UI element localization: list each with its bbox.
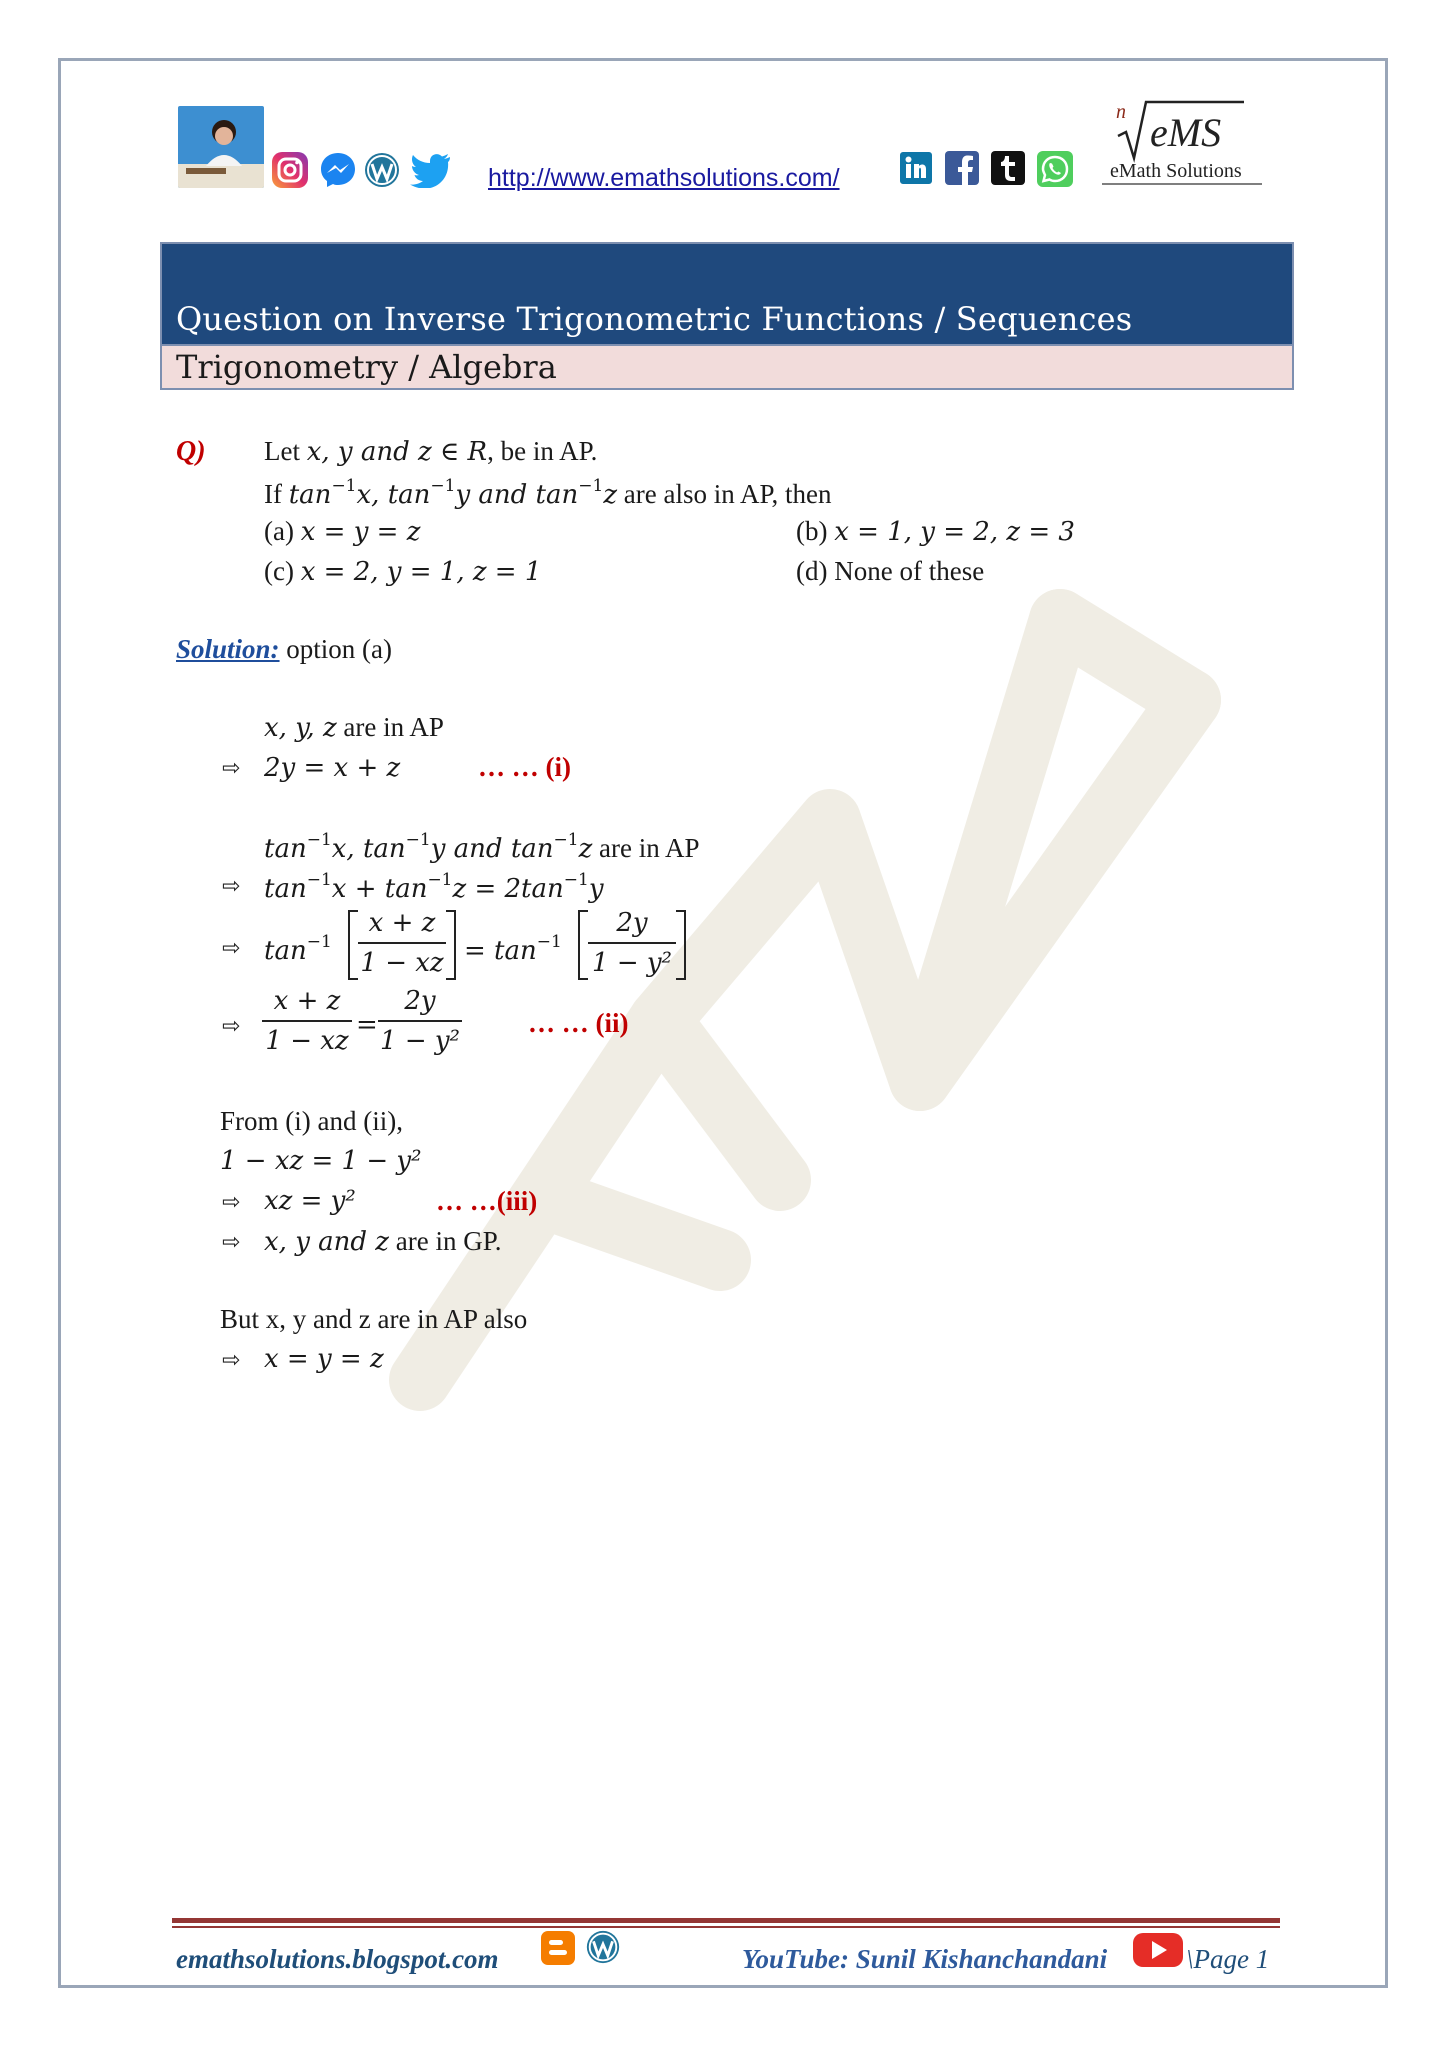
left-bracket [348, 910, 358, 980]
facebook-icon[interactable] [944, 150, 980, 186]
right-bracket [446, 910, 456, 980]
author-photo [178, 106, 264, 188]
svg-text:n: n [1116, 101, 1126, 123]
from-text: From (i) and (ii), [220, 1106, 403, 1136]
banner-subtitle-bar [162, 344, 1292, 388]
ref-ii: … … (ii) [528, 1008, 629, 1038]
youtube-link[interactable]: YouTube: Sunil Kishanchandani [742, 1944, 1108, 1974]
solution-heading [176, 636, 392, 663]
website-link[interactable]: http://www.emathsolutions.com/ [488, 164, 840, 192]
step-8: xz = y² [264, 1186, 356, 1216]
footer-rule [172, 1918, 1280, 1923]
option-d: (d) None of these [796, 556, 985, 586]
messenger-icon[interactable] [318, 150, 358, 190]
banner-title-bar [162, 244, 1292, 344]
implies-arrow-icon: ⇨ [222, 936, 241, 961]
page-header [0, 0, 1448, 210]
svg-text:eMS: eMS [1150, 110, 1222, 155]
question-line-2: If $\tan^{-1}x$, $\tan^{-1}y$ and $\tan^{-1}z$ are also in AP, then [264, 476, 832, 510]
fraction-xz: $\frac{x + z}{1 - xz}$ [358, 908, 446, 978]
equals-sign: = [356, 1010, 378, 1040]
step-7: 1 − xz = 1 − y² [220, 1146, 422, 1176]
step-1: x, y, z are in AP [264, 712, 444, 743]
step-5-rhs: = $\tan^{-1}$ [464, 932, 562, 966]
option-b: (b) x = 1, y = 2, z = 3 [796, 516, 1075, 547]
youtube-icon[interactable] [1132, 1932, 1184, 1968]
blog-link[interactable]: emathsolutions.blogspot.com [176, 1944, 499, 1974]
solution-answer: option (a) [279, 634, 393, 664]
implies-arrow-icon: ⇨ [222, 1348, 241, 1373]
implies-arrow-icon: ⇨ [222, 756, 241, 781]
question-line-1: Let x, y and z ∈ R, be in AP. [264, 436, 598, 467]
wordpress-footer-icon[interactable] [584, 1928, 622, 1966]
but-text: But x, y and z are in AP also [220, 1304, 528, 1334]
fraction-y-2: $\frac{2y}{\text{1 − y²}}$ [378, 986, 462, 1056]
twitter-icon[interactable] [408, 152, 452, 188]
title-banner [160, 242, 1294, 390]
page-number: \Page 1 [1186, 1944, 1270, 1974]
ref-iii: … …(iii) [436, 1186, 538, 1216]
implies-arrow-icon: ⇨ [222, 1014, 241, 1039]
implies-arrow-icon: ⇨ [222, 874, 241, 899]
fraction-y: $\frac{2y}{\text{1 − y²}}$ [588, 908, 676, 978]
linkedin-icon[interactable] [898, 150, 934, 186]
step-3: $\tan^{-1}x$, $\tan^{-1}y$ and $\tan^{-1}z$ are in AP [264, 830, 700, 864]
instagram-icon[interactable] [270, 150, 310, 190]
final-answer: x = y = z [264, 1344, 384, 1374]
footer-rule-thin [172, 1926, 1280, 1928]
implies-arrow-icon: ⇨ [222, 1230, 241, 1255]
solution-label: Solution: [176, 634, 280, 664]
question-label: Q) [176, 436, 206, 467]
wordpress-icon[interactable] [362, 150, 402, 190]
left-bracket [578, 910, 588, 980]
fraction-xz-2: $\frac{x + z}{1 - xz}$ [262, 986, 352, 1056]
banner-title: Question on Inverse Trigonometric Functions / Sequences [176, 300, 1133, 338]
option-c: (c) x = 2, y = 1, z = 1 [264, 556, 542, 587]
logo-caption: eMath Solutions [1110, 160, 1242, 182]
step-9: x, y and z are in GP. [264, 1226, 502, 1257]
tumblr-icon[interactable] [990, 150, 1026, 186]
whatsapp-icon[interactable] [1036, 150, 1074, 188]
step-4: $\tan^{-1}x + \tan^{-1}z = 2\tan^{-1}y$ [264, 870, 604, 904]
step-2: 2y = x + z [264, 753, 401, 783]
step-5-lhs: $\tan^{-1}$ [264, 932, 332, 966]
banner-subtitle: Trigonometry / Algebra [176, 348, 557, 386]
blogger-icon[interactable] [540, 1930, 576, 1966]
option-a: (a) x = y = z [264, 516, 421, 547]
ref-i: … … (i) [478, 752, 571, 782]
right-bracket [676, 910, 686, 980]
implies-arrow-icon: ⇨ [222, 1190, 241, 1215]
